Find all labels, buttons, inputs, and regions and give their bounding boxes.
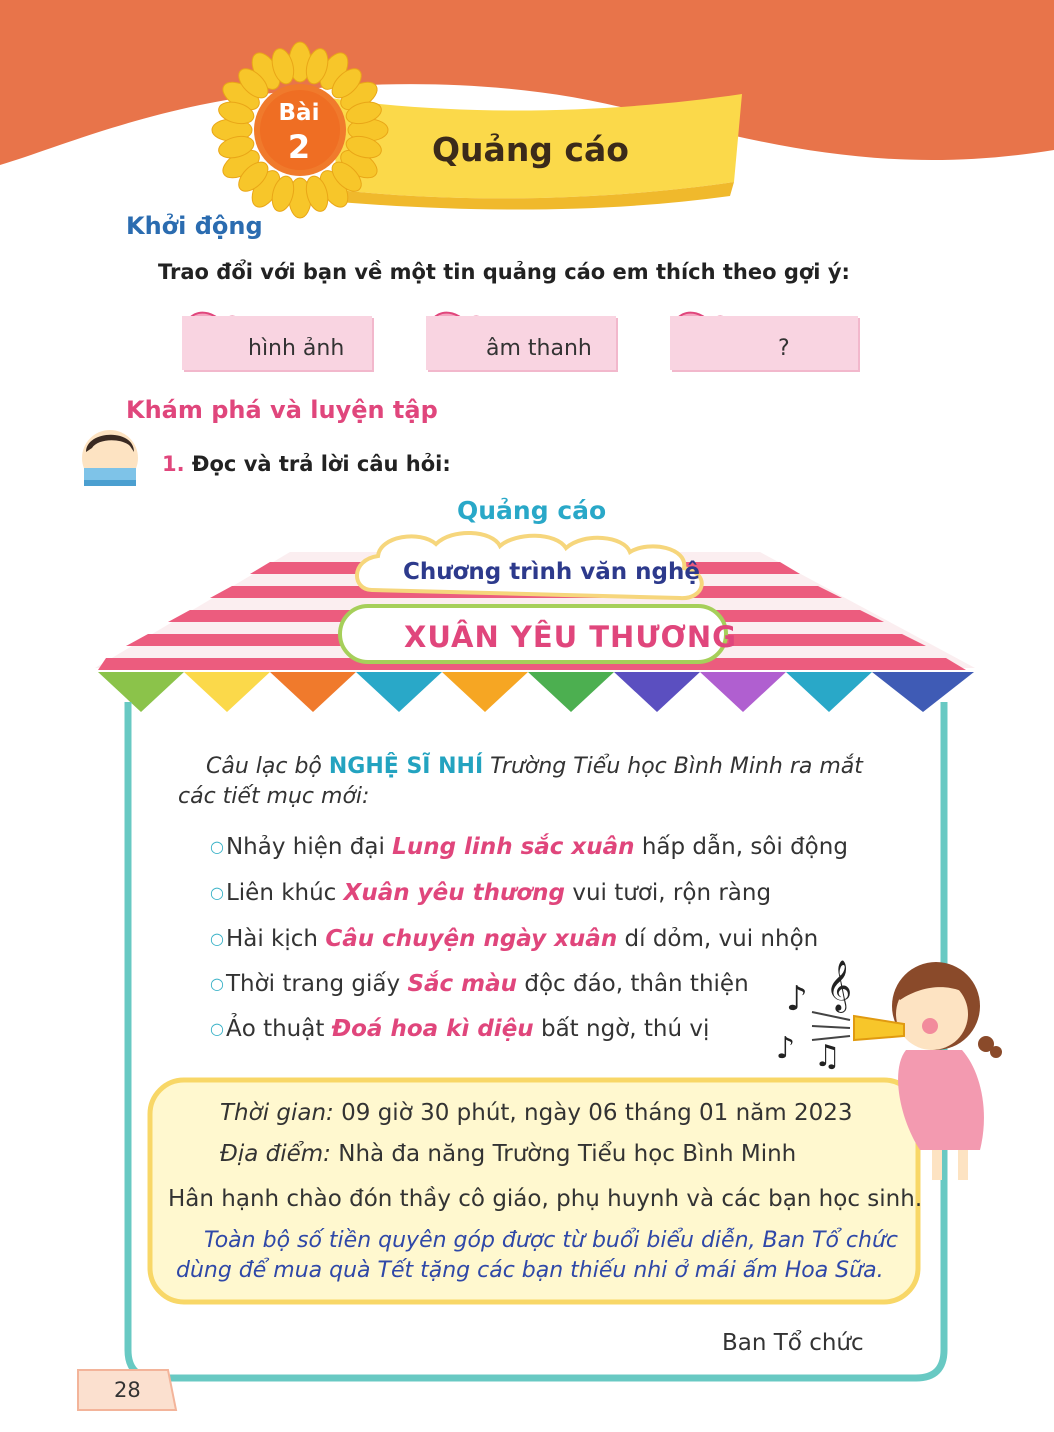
list-item: ○Thời trang giấy Sắc màu độc đáo, thân thiện (210, 971, 749, 997)
lesson-title: Quảng cáo (432, 130, 629, 169)
bullet-icon: ○ (210, 883, 224, 902)
event-name: XUÂN YÊU THƯƠNG (404, 620, 737, 654)
event-time: Thời gian: 09 giờ 30 phút, ngày 06 tháng 01 năm 2023 (220, 1100, 853, 1126)
list-item: ○Ảo thuật Đoá hoa kì diệu bất ngờ, thú vị (210, 1016, 710, 1042)
exercise-line (162, 452, 451, 476)
program-label: Chương trình văn nghệ (403, 559, 700, 585)
list-item: ○Hài kịch Câu chuyện ngày xuân dí dỏm, vui nhộn (210, 926, 819, 952)
music-notes-icon (776, 960, 852, 1074)
intro-paragraph: Câu lạc bộ NGHỆ SĨ NHÍ Trường Tiểu học Bình Minh ra mắt các tiết mục mới: (178, 754, 863, 809)
svg-text:♫: ♫ (814, 1039, 841, 1074)
signature: Ban Tổ chức (722, 1330, 864, 1356)
list-item: ○Nhảy hiện đại Lung linh sắc xuân hấp dẫn, sôi động (210, 834, 848, 860)
tag-label: âm thanh (486, 336, 592, 361)
warmup-heading: Khởi động (126, 212, 263, 240)
svg-text:♪: ♪ (786, 979, 808, 1019)
page-number: 28 (114, 1378, 141, 1402)
lesson-label: Bài (278, 100, 320, 126)
svg-text:𝄞: 𝄞 (826, 960, 853, 1011)
tag-label: hình ảnh (248, 336, 345, 361)
bunting-flags (98, 672, 974, 712)
reading-kid-icon (82, 430, 138, 486)
bullet-icon: ○ (210, 837, 224, 856)
club-name: NGHỆ SĨ NHÍ (328, 754, 484, 779)
tag-label: ? (778, 336, 790, 361)
bullet-icon: ○ (210, 974, 224, 993)
welcome-text: Hân hạnh chào đón thầy cô giáo, phụ huynh và các bạn học sinh. (168, 1186, 923, 1212)
warmup-prompt: Trao đổi với bạn về một tin quảng cáo em thích theo gợi ý: (158, 260, 850, 284)
bullet-icon: ○ (210, 1019, 224, 1038)
ad-title: Quảng cáo (457, 496, 607, 525)
event-place: Địa điểm: Nhà đa năng Trường Tiểu học Bình Minh (220, 1141, 797, 1167)
list-item: ○Liên khúc Xuân yêu thương vui tươi, rộn ràng (210, 880, 772, 906)
explore-heading: Khám phá và luyện tập (126, 396, 438, 424)
svg-text:♪: ♪ (776, 1031, 796, 1066)
lesson-number: 2 (287, 128, 311, 166)
donation-note: Toàn bộ số tiền quyên góp được từ buổi biểu diễn, Ban Tổ chức dùng để mua quà Tết tặng các bạn thiếu nhi ở mái ấm Hoa Sữa. (176, 1228, 898, 1283)
exercise-number: 1. (162, 452, 185, 476)
tag-other (670, 316, 858, 370)
bullet-icon: ○ (210, 929, 224, 948)
exercise-text: Đọc và trả lời câu hỏi: (191, 452, 451, 476)
